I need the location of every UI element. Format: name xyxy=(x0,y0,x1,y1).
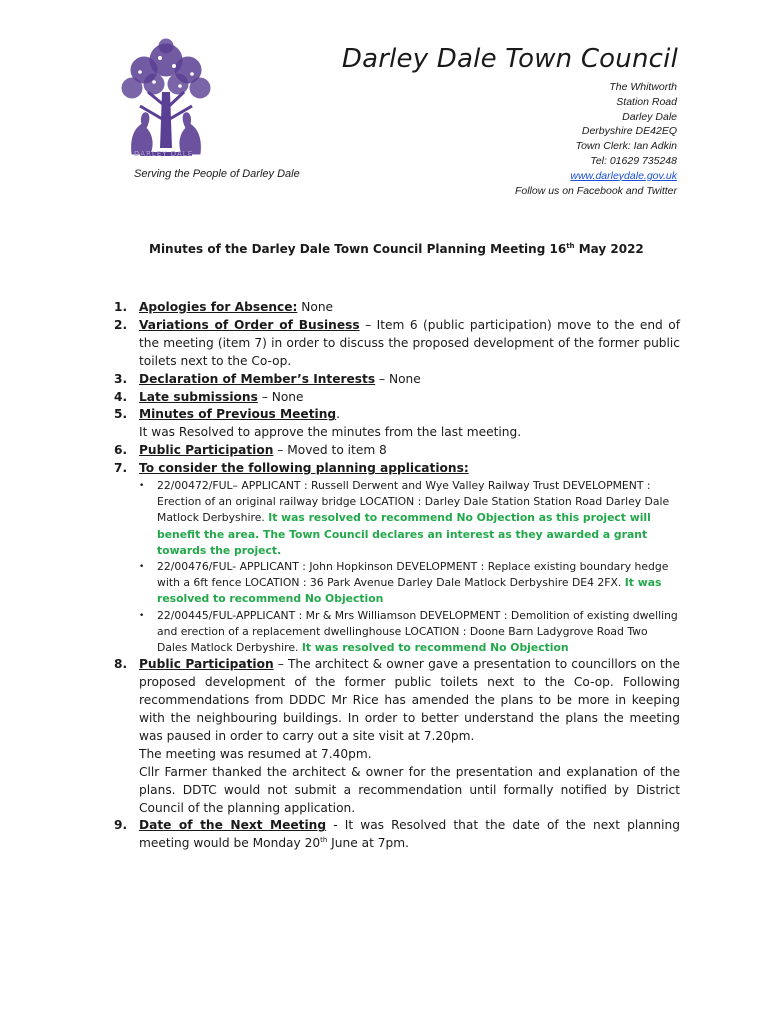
bullet: • xyxy=(139,610,145,621)
website-link[interactable]: www.darleydale.gov.uk xyxy=(570,169,677,182)
telephone: Tel: 01629 735248 xyxy=(590,154,677,167)
council-address xyxy=(515,80,677,198)
agenda-item-heading: Variations of Order of Business xyxy=(139,317,360,332)
minutes-agenda xyxy=(114,299,680,853)
bullet: • xyxy=(139,562,145,573)
council-tagline: Serving the People of Darley Dale xyxy=(134,168,300,180)
agenda-item-note: The meeting was resumed at 7.40pm. xyxy=(139,746,372,761)
town-clerk: Town Clerk: Ian Adkin xyxy=(575,140,677,153)
document-title: Minutes of the Darley Dale Town Council Planning Meeting 16th May 2022 xyxy=(149,242,644,256)
agenda-item-heading: To consider the following planning applications: xyxy=(139,461,469,476)
planning-application: • 22/00472/FUL– APPLICANT : Russell Derwent and Wye Valley Railway Trust DEVELOPMENT : Erection of an original railway bridge LOCATION : Darley Dale Station Station Road Darley Dale Matlock Derbyshire. It was resolved to recommend No Objection as this project will benefit the area. The Town Council declares an interest as they awarded a grant towards the project. xyxy=(139,479,670,557)
address-line: The Whitworth xyxy=(609,81,677,93)
agenda-item-heading: Date of the Next Meeting xyxy=(139,818,327,833)
agenda-item: 6. Public Participation – Moved to item 8 xyxy=(114,443,387,458)
agenda-item: 2. Variations of Order of Business – Item 6 (public participation) move to the end of the meeting (item 7) in order to discuss the proposed development of the former public toilets next to the Co-op. xyxy=(114,317,680,368)
agenda-item: 5. Minutes of Previous Meeting. It was Resolved to approve the minutes from the last meeting. xyxy=(114,406,680,442)
agenda-item-heading: Declaration of Member’s Interests xyxy=(139,371,376,386)
agenda-item: 1. Apologies for Absence: None xyxy=(114,300,334,314)
council-name: Darley Dale Town Council xyxy=(341,44,678,74)
agenda-item-heading: Public Participation xyxy=(139,657,274,672)
council-logo-tree xyxy=(110,36,222,164)
address-line: Darley Dale xyxy=(622,110,677,123)
social-media-note: Follow us on Facebook and Twitter xyxy=(514,184,677,197)
resolution: It was resolved to recommend No Objection xyxy=(301,641,569,655)
agenda-item-heading: Apologies for Absence: xyxy=(139,300,298,314)
agenda-item: 7. To consider the following planning applications: • 22/00472/FUL– APPLICANT : Russell Derwent and Wye Valley Railway Trust DEVELOPMENT : Erection of an original railway bridge LOCATION : Darley Dale Station Station Road Darley Dale Matlock Derbyshire. It was resolved to recommend No Objection as this project will benefit the area. The Town Council declares an interest as they awarded a grant towards the project. • 22/00476/FUL- APPLICANT : John Hopkinson DEVELOPMENT : Replace existing boundary hedge with a 6ft fence LOCATION : 36 Park Avenue Darley Dale Matlock Derbyshire DE4 2FX. It was resolved to recommend No Objection • 22/00445/FUL-APPLICANT : Mr & Mrs Williamson DEVELOPMENT : Demolition of existing dwelling and erection of a replacement dwellinghouse LOCATION : Doone Barn Ladygrove Road Two Dales Matlock Derbyshire. It was resolved to recommend No Objection xyxy=(114,460,680,656)
agenda-item-note: It was Resolved to approve the minutes from the last meeting. xyxy=(139,425,522,440)
agenda-item-heading: Minutes of Previous Meeting xyxy=(139,407,337,422)
resolution: It was resolved to recommend No Objection as this project will benefit the area. The Town Council declares an interest as they awarded a grant towards the project. xyxy=(157,511,651,557)
planning-application: • 22/00445/FUL-APPLICANT : Mr & Mrs Williamson DEVELOPMENT : Demolition of existing dwelling and erection of a replacement dwellinghouse LOCATION : Doone Barn Ladygrove Road Two Dales Matlock Derbyshire. It was resolved to recommend No Objection xyxy=(139,608,678,655)
planning-applications-list xyxy=(139,478,680,656)
address-line: Station Road xyxy=(616,95,677,108)
agenda-item-note: Cllr Farmer thanked the architect & owner for the presentation and explanation of the plans. DDTC would not submit a recommendation until formally notified by District Council of the planning application. xyxy=(139,764,680,815)
planning-application: • 22/00476/FUL- APPLICANT : John Hopkinson DEVELOPMENT : Replace existing boundary hedge with a 6ft fence LOCATION : 36 Park Avenue Darley Dale Matlock Derbyshire DE4 2FX. It was resolved to recommend No Objection xyxy=(139,560,669,606)
agenda-item: 3. Declaration of Member’s Interests – None xyxy=(114,371,421,386)
logo-caption: DARLEY DALE xyxy=(134,150,194,158)
agenda-item: 9. Date of the Next Meeting - It was Resolved that the date of the next planning meeting would be Monday 20th June at 7pm. xyxy=(114,818,680,851)
agenda-item: 8. Public Participation – The architect & owner gave a presentation to councillors on the proposed development of the former public toilets next to the Co-op. Following recommendations from DDDC Mr Rice has amended the plans to be more in keeping with the neighbouring buildings. In order to better understand the plans the meeting was paused in order to carry out a site visit at 7.20pm. The meeting was resumed at 7.40pm. Cllr Farmer thanked the architect & owner for the presentation and explanation of the plans. DDTC would not submit a recommendation until formally notified by District Council of the planning application. xyxy=(114,656,680,817)
agenda-item-heading: Public Participation xyxy=(139,443,274,458)
agenda-item: 4. Late submissions – None xyxy=(114,389,304,404)
resolution: It was resolved to recommend No Objection xyxy=(157,576,662,606)
agenda-item-heading: Late submissions xyxy=(139,389,258,404)
bullet: • xyxy=(139,481,145,492)
address-line: Derbyshire DE42EQ xyxy=(581,125,677,138)
